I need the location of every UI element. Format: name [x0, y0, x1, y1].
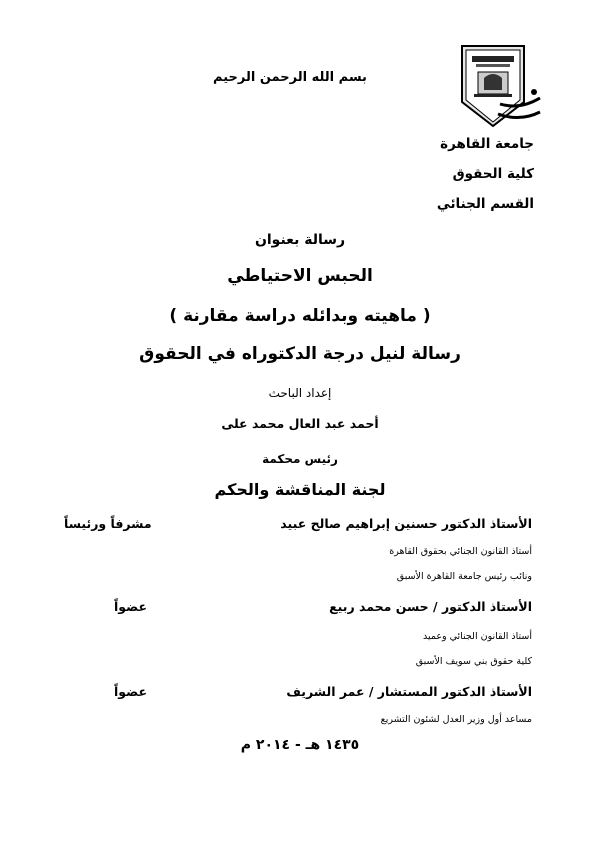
member-description: أستاذ القانون الجنائي وعميد [422, 631, 532, 642]
member-name: الأستاذ الدكتور / حسن محمد ربيع [329, 599, 532, 614]
member-role: عضواً [114, 599, 147, 614]
member-role: عضواً [114, 684, 147, 699]
department-name: القسم الجنائي [436, 196, 534, 212]
member-description: مساعد أول وزير العدل لشئون التشريع [380, 714, 532, 725]
thesis-degree: رسالة لنيل درجة الدكتوراه في الحقوق [139, 344, 461, 364]
committee-member [64, 599, 532, 614]
member-name: الأستاذ الدكتور المستشار / عمر الشريف [286, 684, 532, 699]
member-name: الأستاذ الدكتور حسنين إبراهيم صالح عبيد [280, 516, 532, 531]
thesis-subtitle: ( ماهيته وبدائله دراسة مقارنة ) [169, 306, 431, 326]
prepared-by-label: إعداد الباحث [268, 386, 332, 400]
member-description: كلية حقوق بني سويف الأسبق [415, 656, 532, 667]
author-position: رئيس محكمة [262, 452, 338, 466]
committee-heading: لجنة المناقشة والحكم [214, 480, 386, 499]
member-role: مشرفاً ورئيساً [64, 516, 152, 531]
author-name: أحمد عبد العال محمد على [221, 416, 379, 431]
member-description: أستاذ القانون الجنائي بحقوق القاهرة [389, 546, 532, 557]
university-name: جامعة القاهرة [440, 136, 534, 152]
thesis-title: الحبس الاحتياطي [227, 266, 373, 286]
basmala: بسم الله الرحمن الرحيم [213, 70, 367, 85]
committee-member [64, 684, 532, 699]
thesis-intro: رسالة بعنوان [254, 232, 346, 248]
committee-member [64, 516, 532, 531]
university-logo [446, 44, 544, 130]
hijri-gregorian-date: ١٤٣٥ هـ - ٢٠١٤ م [240, 737, 360, 753]
member-description: ونائب رئيس جامعة القاهرة الأسبق [396, 571, 532, 582]
cairo-university-emblem-icon [446, 44, 544, 130]
faculty-name: كلية الحقوق [452, 166, 534, 182]
